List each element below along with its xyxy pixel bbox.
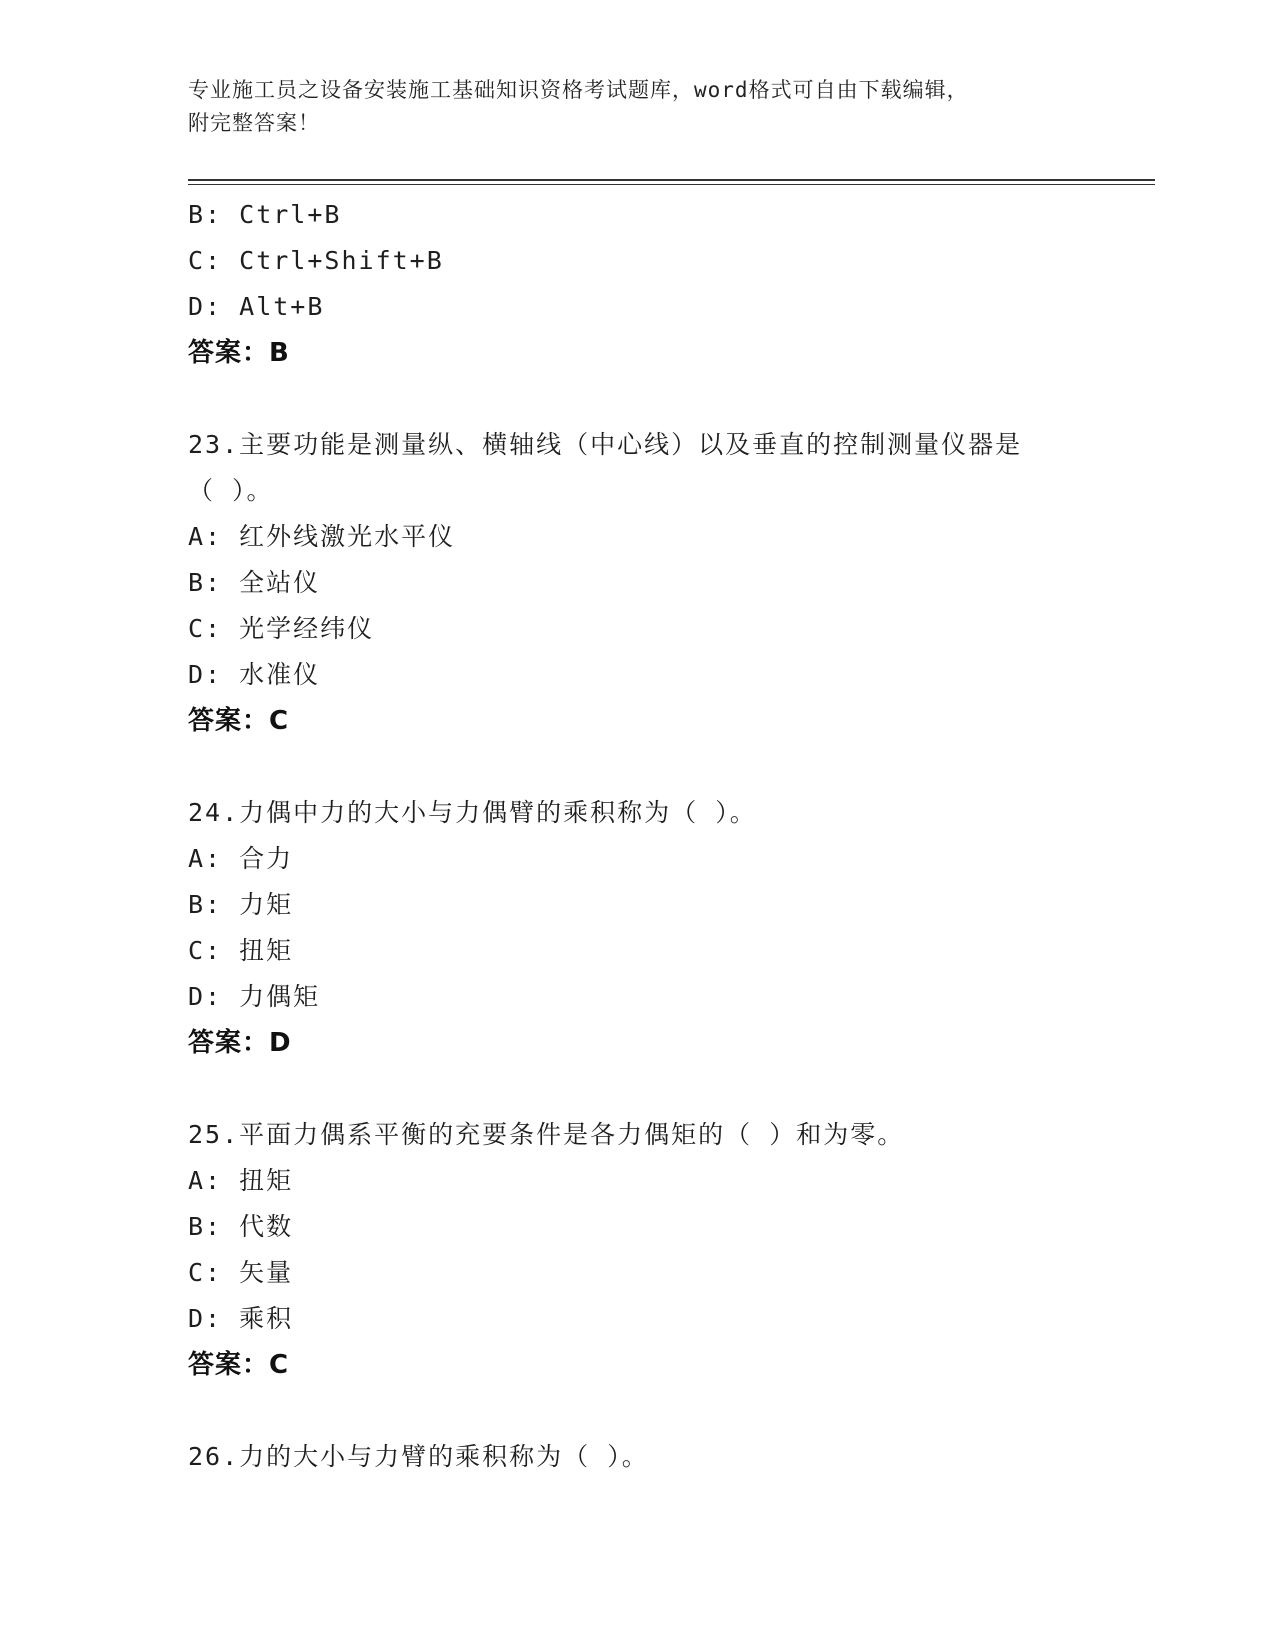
header-divider-thin <box>188 184 1155 185</box>
option-c: C: Ctrl+Shift+B <box>188 246 444 275</box>
question-25-block <box>188 1112 1148 1388</box>
option-a: A: 合力 <box>188 844 294 873</box>
question-26-text: 26.力的大小与力臂的乘积称为（ ）。 <box>188 1442 649 1471</box>
option-c: C: 光学经纬仪 <box>188 614 375 643</box>
option-c: C: 扭矩 <box>188 936 294 965</box>
option-b: B: 代数 <box>188 1212 294 1241</box>
answer-label: 答案：D <box>188 1028 292 1058</box>
option-b: B: 全站仪 <box>188 568 321 597</box>
question-content <box>188 192 1148 1480</box>
document-header <box>188 74 1088 140</box>
header-line-1: 专业施工员之设备安装施工基础知识资格考试题库，word格式可自由下载编辑， <box>188 78 969 102</box>
answer-label: 答案：C <box>188 1350 290 1380</box>
question-24-block <box>188 790 1148 1066</box>
question-24-text: 24.力偶中力的大小与力偶臂的乘积称为（ ）。 <box>188 798 757 827</box>
question-spacer <box>188 1066 1148 1112</box>
option-a: A: 扭矩 <box>188 1166 294 1195</box>
question-25-text: 25.平面力偶系平衡的充要条件是各力偶矩的（ ）和为零。 <box>188 1120 905 1149</box>
option-d: D: Alt+B <box>188 292 325 321</box>
answer-label: 答案：B <box>188 338 290 368</box>
question-spacer <box>188 376 1148 422</box>
option-b: B: 力矩 <box>188 890 294 919</box>
option-c: C: 矢量 <box>188 1258 294 1287</box>
option-a: A: 红外线激光水平仪 <box>188 522 456 551</box>
option-d: D: 水准仪 <box>188 660 321 689</box>
prev-question-block <box>188 192 1148 376</box>
question-23-block <box>188 422 1148 744</box>
question-spacer <box>188 1388 1148 1434</box>
header-line-2: 附完整答案！ <box>188 111 320 135</box>
option-d: D: 力偶矩 <box>188 982 321 1011</box>
option-b: B: Ctrl+B <box>188 200 342 229</box>
question-23-text-line-1: 23.主要功能是测量纵、横轴线（中心线）以及垂直的控制测量仪器是 <box>188 430 1023 459</box>
question-26-block <box>188 1434 1148 1480</box>
option-d: D: 乘积 <box>188 1304 294 1333</box>
header-divider-thick <box>188 179 1155 181</box>
answer-label: 答案：C <box>188 706 290 736</box>
question-23-text-line-2: （ ）。 <box>188 476 274 505</box>
question-spacer <box>188 744 1148 790</box>
